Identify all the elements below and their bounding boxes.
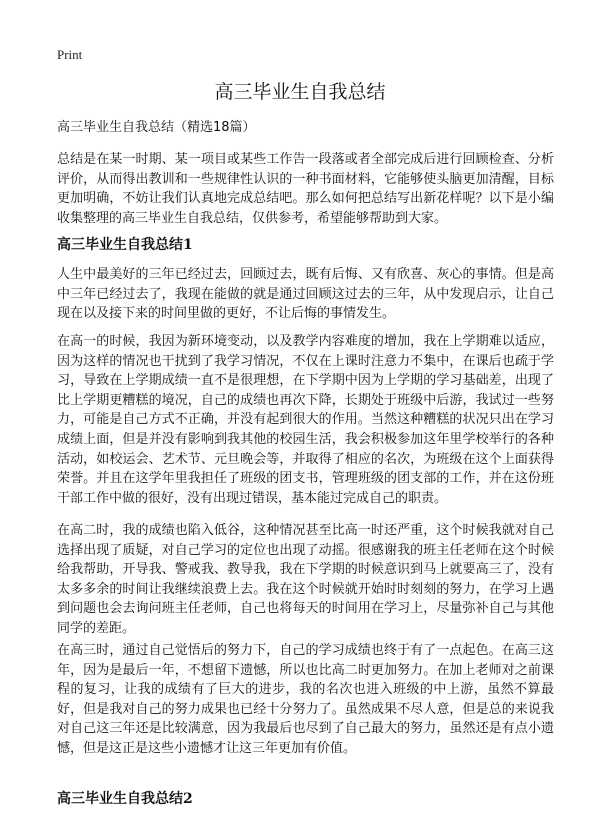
section-1-paragraph-3: 在高二时，我的成绩也陷入低谷，这种情况甚至比高一时还严重，这个时候我就对自己选择出现了质疑，对自己学习的定位也出现了动摇。很感谢我的班主任老师在这个时候给我帮助，开导我、警戒我、教导我，我在下学期的时候意识到马上就要高三了，没有太多多余的时间让我继续浪费上去。我在这个时候就开始时时刻刻的努力，在学习上遇到问题也会去询问班主任老师，自己也将每天的时间用在学习上，尽量弥补自己与其他同学的差距。 bbox=[57, 523, 554, 636]
section-heading-2: 高三毕业生自我总结2 bbox=[57, 791, 193, 807]
print-link[interactable]: Print bbox=[57, 47, 83, 62]
section-heading-1: 高三毕业生自我总结1 bbox=[57, 237, 193, 253]
section-1-paragraph-4: 在高三时，通过自己觉悟后的努力下，自己的学习成绩也终于有了一点起色。在高三这年，因为是最后一年，不想留下遗憾，所以也比高二时更加努力。在加上老师对之前课程的复习，让我的成绩有了巨大的进步，我的名次也进入班级的中上游，虽然不算最好，但是我对自己的努力成果也已经十分努力了。虽然成果不尽人意，但是总的来说我对自己这三年还是比较满意，因为我最后也尽到了自己最大的努力，虽然还是有点小遗憾，但是这正是这些小遗憾才让这三年更加有价值。 bbox=[57, 643, 554, 756]
document-subtitle: 高三毕业生自我总结（精选18篇） bbox=[57, 120, 256, 135]
document-title: 高三毕业生自我总结 bbox=[214, 81, 386, 103]
section-1-paragraph-1: 人生中最美好的三年已经过去，回顾过去，既有后悔、又有欣喜、灰心的事情。但是高中三年已经过去了，我现在能做的就是通过回顾这过去的三年，从中发现启示，让自己现在以及接下来的时间里做的更好，不让后悔的事情发生。 bbox=[57, 267, 554, 322]
section-1-paragraph-2: 在高一的时候，我因为新环境变动，以及教学内容难度的增加，我在上学期难以适应，因为这样的情况也干扰到了我学习情况，不仅在上课时注意力不集中，在课后也疏于学习，导致在上学期成绩一直不是很理想，在下学期中因为上学期的学习基础差，出现了比上学期更糟糕的境况，自己的成绩也再次下降，长期处于班级中后游，我试过一些努力，可能是自己方式不正确，并没有起到很大的作用。当然这种糟糕的状况只出在学习成绩上面，但是并没有影响到我其他的校园生活，我会积极参加这年里学校举行的各种活动，如校运会、艺术节、元旦晚会等，并取得了相应的名次，为班级在这个上面获得荣誉。并且在这学年里我担任了班级的团支书，管理班级的团支部的工作，并在这份班干部工作中做的很好，没有出现过错误，基本能过完成自己的职责。 bbox=[57, 334, 554, 506]
intro-paragraph: 总结是在某一时期、某一项目或某些工作告一段落或者全部完成后进行回顾检查、分析评价，从而得出教训和一些规律性认识的一种书面材料，它能够使头脑更加清醒，目标更加明确，不妨让我们认真地完成总结吧。那么如何把总结写出新花样呢？以下是小编收集整理的高三毕业生自我总结，仅供参考，希望能够帮助到大家。 bbox=[57, 152, 554, 226]
